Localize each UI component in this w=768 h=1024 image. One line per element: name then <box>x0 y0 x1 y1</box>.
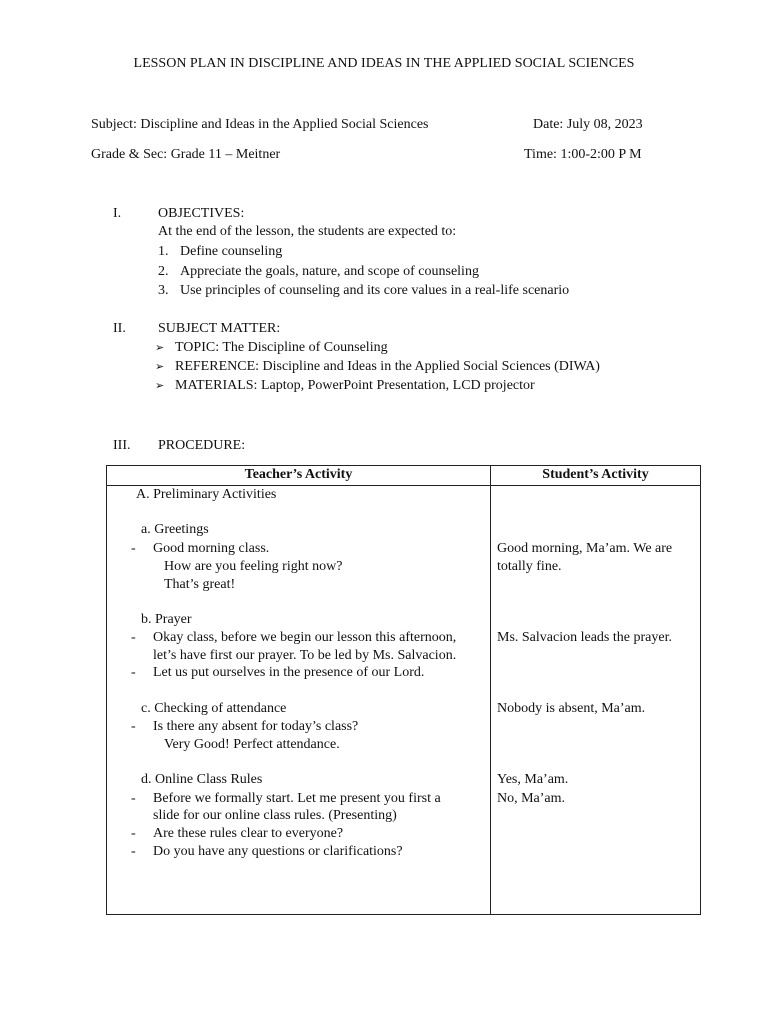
student-greetings-line-2: totally fine. <box>497 559 562 574</box>
student-activity-header: Student’s Activity <box>491 466 701 486</box>
arrow-bullet-icon: ➢ <box>155 342 165 354</box>
rules-line-4: Do you have any questions or clarifications? <box>153 844 403 859</box>
grade-line: Grade & Sec: Grade 11 – Meitner <box>91 147 281 162</box>
dash-marker: - <box>131 791 136 806</box>
date-line: Date: July 08, 2023 <box>533 117 643 132</box>
dash-marker: - <box>131 630 136 645</box>
teacher-activity-cell <box>107 486 491 915</box>
objectives-heading: OBJECTIVES: <box>158 206 245 221</box>
objectives-intro: At the end of the lesson, the students are expected to: <box>158 224 457 239</box>
dash-marker: - <box>131 541 136 556</box>
attendance-line-2: Very Good! Perfect attendance. <box>164 737 340 752</box>
subject-matter-numeral: II. <box>113 321 126 336</box>
objective-text: Appreciate the goals, nature, and scope of counseling <box>180 264 479 279</box>
objectives-numeral: I. <box>113 206 122 221</box>
dash-marker: - <box>131 719 136 734</box>
greetings-line-1: Good morning class. <box>153 541 270 556</box>
dash-marker: - <box>131 844 136 859</box>
procedure-table <box>106 465 701 915</box>
prayer-line-3: Let us put ourselves in the presence of our Lord. <box>153 665 425 680</box>
subject-matter-item <box>155 358 600 376</box>
rules-line-2: slide for our online class rules. (Presenting) <box>153 808 397 823</box>
document-title: LESSON PLAN IN DISCIPLINE AND IDEAS IN THE APPLIED SOCIAL SCIENCES <box>133 56 635 71</box>
objective-number: 2. <box>158 264 169 279</box>
procedure-numeral: III. <box>113 438 131 453</box>
objective-text: Use principles of counseling and its core values in a real-life scenario <box>180 283 570 298</box>
subject-matter-item <box>155 377 535 395</box>
arrow-bullet-icon: ➢ <box>155 361 165 373</box>
rules-line-3: Are these rules clear to everyone? <box>153 826 344 841</box>
rules-line-1: Before we formally start. Let me present you first a <box>153 791 441 806</box>
objective-number: 3. <box>158 283 169 298</box>
greetings-label: a. Greetings <box>141 522 209 537</box>
student-rules-line-1: Yes, Ma’am. <box>497 772 569 787</box>
subject-matter-text: REFERENCE: Discipline and Ideas in the Applied Social Sciences (DIWA) <box>175 359 600 374</box>
objective-item <box>158 263 479 281</box>
prayer-label: b. Prayer <box>141 612 192 627</box>
prayer-line-2: let’s have first our prayer. To be led by Ms. Salvacion. <box>153 648 457 663</box>
procedure-heading: PROCEDURE: <box>158 438 246 453</box>
subject-matter-heading: SUBJECT MATTER: <box>158 321 281 336</box>
subject-matter-text: TOPIC: The Discipline of Counseling <box>175 340 388 355</box>
subject-line: Subject: Discipline and Ideas in the Applied Social Sciences <box>91 117 429 132</box>
dash-marker: - <box>131 665 136 680</box>
time-line: Time: 1:00-2:00 P M <box>524 147 642 162</box>
prayer-line-1: Okay class, before we begin our lesson this afternoon, <box>153 630 457 645</box>
objective-item <box>158 243 282 261</box>
attendance-line-1: Is there any absent for today’s class? <box>153 719 359 734</box>
attendance-label: c. Checking of attendance <box>141 701 287 716</box>
subject-matter-text: MATERIALS: Laptop, PowerPoint Presentation, LCD projector <box>175 378 535 393</box>
dash-marker: - <box>131 826 136 841</box>
student-prayer-line: Ms. Salvacion leads the prayer. <box>497 630 672 645</box>
student-activity-cell <box>491 486 701 915</box>
objective-item <box>158 282 569 300</box>
student-greetings-line-1: Good morning, Ma’am. We are <box>497 541 673 556</box>
objective-number: 1. <box>158 244 169 259</box>
greetings-line-2: How are you feeling right now? <box>164 559 343 574</box>
student-attendance-line: Nobody is absent, Ma’am. <box>497 701 646 716</box>
student-rules-line-2: No, Ma’am. <box>497 791 566 806</box>
arrow-bullet-icon: ➢ <box>155 380 165 392</box>
teacher-activity-header: Teacher’s Activity <box>107 466 491 486</box>
greetings-line-3: That’s great! <box>164 577 236 592</box>
rules-label: d. Online Class Rules <box>141 772 263 787</box>
subject-matter-item <box>155 339 388 357</box>
preliminary-activities-label: A. Preliminary Activities <box>136 487 277 502</box>
objective-text: Define counseling <box>180 244 283 259</box>
